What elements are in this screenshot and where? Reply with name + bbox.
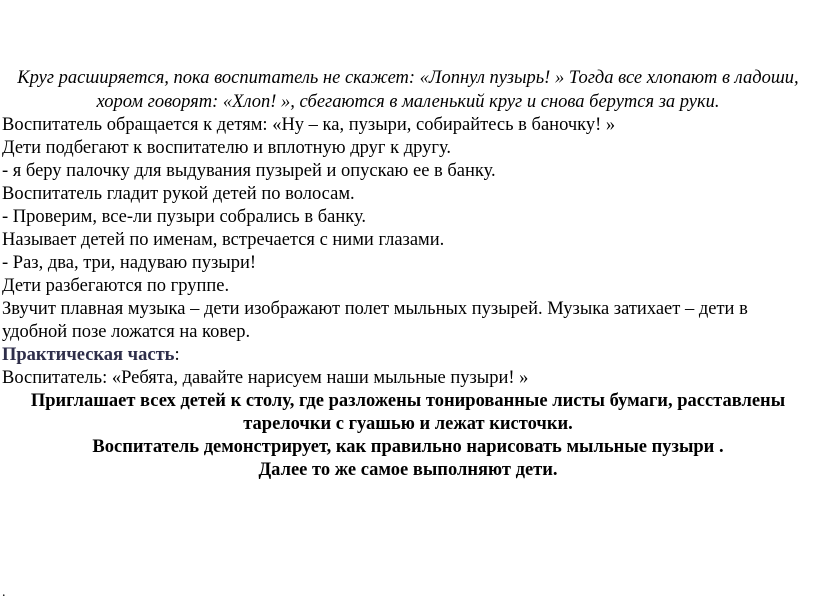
text-line: Называет детей по именам, встречается с ними глазами. bbox=[2, 230, 445, 250]
intro-italic-paragraph: Круг расширяется, пока воспитатель не скажет: «Лопнул пузырь! » Тогда все хлопают в ладоши, хором говорят: «Хлоп! », сбегаются в маленький круг и снова берутся за руки. bbox=[17, 68, 799, 112]
section-heading: Практическая часть bbox=[2, 345, 175, 365]
bold-center-paragraph: Приглашает всех детей к столу, где разложены тонированные листы бумаги, расставлены тарелочки с гуашью и лежат кисточки. bbox=[30, 391, 786, 434]
text-paragraph: Звучит плавная музыка – дети изображают полет мыльных пузырей. Музыка затихает – дети в удобной позе ложатся на ковер. bbox=[2, 299, 748, 342]
text-line: Воспитатель гладит рукой детей по волосам. bbox=[2, 184, 355, 204]
text-line: - я беру палочку для выдувания пузырей и опускаю ее в банку. bbox=[2, 161, 496, 181]
document-page bbox=[0, 66, 816, 482]
text-line: Дети подбегают к воспитателю и вплотную друг к другу. bbox=[2, 138, 451, 158]
practical-section-line bbox=[0, 344, 816, 367]
text-line: Дети разбегаются по группе. bbox=[2, 276, 230, 296]
text-line: - Проверим, все-ли пузыри собрались в банку. bbox=[2, 207, 366, 227]
text-line: Воспитатель обращается к детям: «Ну – ка, пузыри, собирайтесь в баночку! » bbox=[2, 115, 616, 135]
teacher-line: Воспитатель: «Ребята, давайте нарисуем наши мыльные пузыри! » bbox=[2, 368, 529, 388]
section-heading-colon: : bbox=[174, 345, 180, 365]
bold-center-paragraph: Далее то же самое выполняют дети. bbox=[258, 460, 558, 480]
footer-mark: . bbox=[2, 585, 6, 600]
bold-center-paragraph: Воспитатель демонстрирует, как правильно нарисовать мыльные пузыри . bbox=[92, 437, 724, 457]
text-line: - Раз, два, три, надуваю пузыри! bbox=[2, 253, 257, 273]
